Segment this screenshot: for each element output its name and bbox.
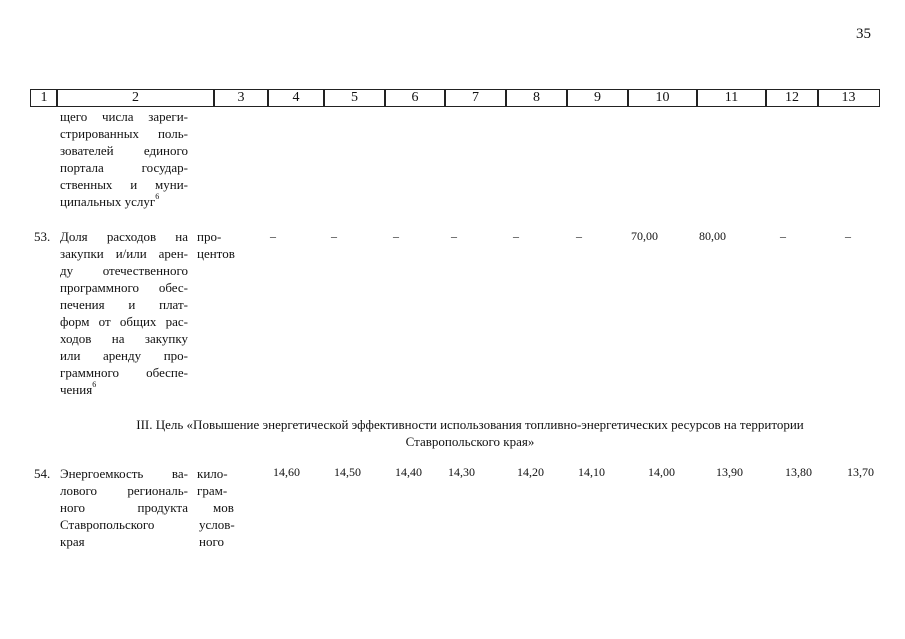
header-col-6: 6 — [384, 89, 446, 107]
row-53-val-9: – — [576, 229, 582, 243]
row-53-val-4: – — [270, 229, 276, 243]
name-line: Энергоемкость ва- — [60, 466, 188, 481]
row-54-val-7: 14,30 — [448, 465, 475, 479]
header-col-7: 7 — [444, 89, 507, 107]
row-54-val-12: 13,80 — [785, 465, 812, 479]
row-54-number: 54. — [34, 466, 51, 481]
row-54-val-10: 14,00 — [648, 465, 675, 479]
section-title-line-1: III. Цель «Повышение энергетической эффективности использования топливно-энергетических ресурсов на территории — [136, 417, 804, 432]
unit-line: мов — [213, 500, 234, 515]
header-col-12: 12 — [765, 89, 819, 107]
section-title-line-2: Ставропольского края» — [405, 434, 535, 449]
row-53-val-10: 70,00 — [631, 229, 658, 243]
header-col-11: 11 — [696, 89, 767, 107]
row-53-val-13: – — [845, 229, 851, 243]
unit-line: ного — [199, 534, 224, 549]
row-54-unit — [197, 465, 237, 550]
name-line: Доля расходов на — [60, 229, 188, 244]
header-col-5: 5 — [323, 89, 386, 107]
row-54-val-11: 13,90 — [716, 465, 743, 479]
unit-line: кило- — [197, 466, 228, 481]
row-53-val-6: – — [393, 229, 399, 243]
name-line: ходов на закупку — [60, 331, 188, 346]
row-53-val-8: – — [513, 229, 519, 243]
unit-line: про- — [197, 229, 222, 244]
name-line: граммного обеспе- — [60, 365, 188, 380]
row-53-name — [60, 228, 188, 398]
header-col-2: 2 — [56, 89, 215, 107]
name-line: портала государ- — [60, 160, 188, 175]
row-cont-name — [60, 108, 188, 210]
name-line-last: края — [60, 534, 85, 549]
header-col-8: 8 — [505, 89, 568, 107]
header-col-4: 4 — [267, 89, 325, 107]
row-53-val-7: – — [451, 229, 457, 243]
page-number: 35 — [856, 26, 871, 42]
unit-line: центов — [197, 246, 235, 261]
name-line: печения и плат- — [60, 297, 188, 312]
row-53-val-11: 80,00 — [699, 229, 726, 243]
row-54-val-4: 14,60 — [273, 465, 300, 479]
name-line: лового региональ- — [60, 483, 188, 498]
row-54-val-9: 14,10 — [578, 465, 605, 479]
row-53-val-5: – — [331, 229, 337, 243]
row-54-name — [60, 465, 188, 550]
name-line: программного обес- — [60, 280, 188, 295]
footnote-mark: 6 — [92, 380, 97, 389]
name-line: Ставропольского — [60, 517, 155, 532]
name-line-last: чения$^6$ — [60, 380, 97, 397]
header-col-10: 10 — [627, 89, 698, 107]
header-col-9: 9 — [566, 89, 629, 107]
name-line: форм от общих рас- — [60, 314, 188, 329]
name-line: ду отечественного — [60, 263, 188, 278]
row-53-unit — [197, 228, 237, 262]
name-line: ственных и муни- — [60, 177, 188, 192]
row-54-val-13: 13,70 — [847, 465, 874, 479]
row-53-number: 53. — [34, 229, 51, 244]
table-header — [30, 89, 880, 107]
name-line: ного продукта — [60, 500, 188, 515]
header-col-13: 13 — [817, 89, 880, 107]
name-line: стрированных поль- — [60, 126, 188, 141]
name-line: щего числа зареги- — [60, 109, 188, 124]
header-col-1: 1 — [30, 89, 58, 107]
row-54-val-8: 14,20 — [517, 465, 544, 479]
unit-line: услов- — [199, 517, 235, 532]
name-line: зователей единого — [60, 143, 188, 158]
unit-line: грам- — [197, 483, 228, 498]
name-line-last: ципальных услуг$^6$ — [60, 192, 160, 209]
header-col-3: 3 — [213, 89, 269, 107]
row-54-val-6: 14,40 — [395, 465, 422, 479]
name-line: закупки и/или арен- — [60, 246, 188, 261]
footnote-mark: 6 — [155, 192, 160, 201]
row-53-val-12: – — [780, 229, 786, 243]
row-54-val-5: 14,50 — [334, 465, 361, 479]
name-line: или аренду про- — [60, 348, 188, 363]
